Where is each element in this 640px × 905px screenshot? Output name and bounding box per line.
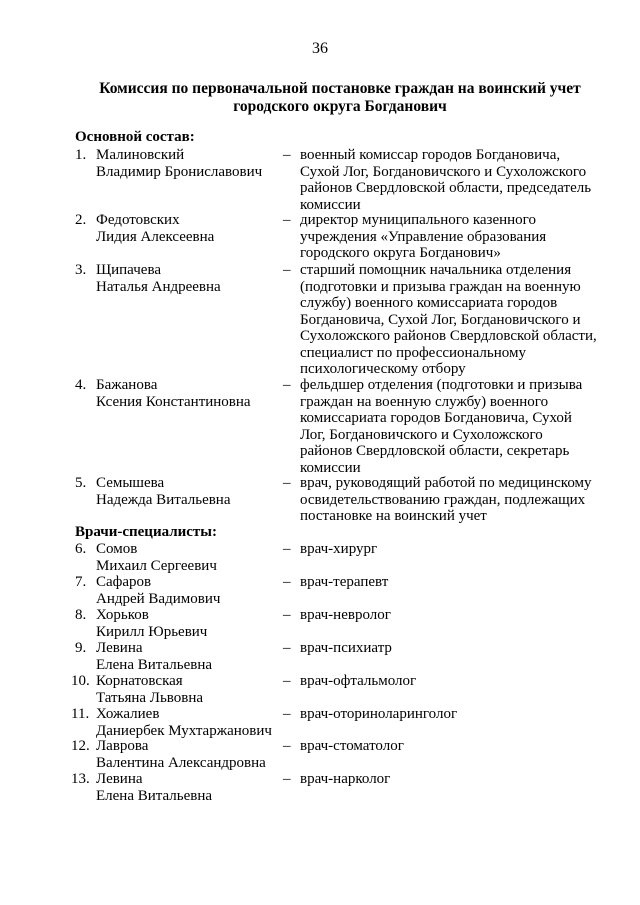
member-role	[300, 541, 610, 558]
surname: Хожалиев	[96, 706, 160, 722]
entry-number: 12.	[71, 738, 90, 754]
member-role	[300, 607, 610, 624]
member-role	[300, 640, 610, 657]
role-line: директор муниципального казенного	[300, 212, 536, 228]
role-line: Сухой Лог, Богдановичского и Сухоложского	[300, 163, 587, 180]
entry-number: 9.	[75, 640, 87, 656]
given-names: Наталья Андреевна	[96, 278, 221, 295]
role-line: старший помощник начальника отделения	[300, 262, 572, 278]
dash: –	[283, 640, 291, 656]
role-line: службу) военного комиссариата городов	[300, 295, 558, 311]
role-line: Сухоложского районов Свердловской области,	[300, 328, 597, 344]
member-name	[96, 377, 251, 410]
role-line: комиссариата городов Богдановича, Сухой	[300, 410, 572, 426]
role-line: районов Свердловской области, секретарь	[300, 443, 570, 459]
role-line: врач-невролог	[300, 607, 391, 623]
role-line: врач-терапевт	[300, 574, 389, 590]
surname: Малиновский	[96, 147, 185, 163]
member-name	[96, 607, 207, 640]
role-line: психологическому отбору	[300, 361, 466, 377]
given-names: Михаил Сергеевич	[96, 557, 217, 574]
role-line: врач-нарколог	[300, 771, 391, 787]
entry-number: 7.	[75, 574, 87, 590]
surname: Сомов	[96, 541, 138, 557]
role-line: врач-хирург	[300, 541, 378, 557]
given-names: Даниербек Мухтаржанович	[96, 722, 272, 739]
entry-number: 6.	[75, 541, 87, 557]
role-line: комиссии	[300, 196, 361, 213]
member-name	[96, 738, 266, 771]
given-names: Елена Витальевна	[96, 656, 213, 673]
dash: –	[283, 212, 291, 228]
role-line: врач-оториноларинголог	[300, 706, 458, 722]
member-role	[300, 673, 610, 690]
member-name	[96, 706, 272, 739]
dash: –	[283, 475, 291, 491]
document-title	[70, 80, 610, 116]
given-names: Владимир Брониславович	[96, 163, 263, 180]
surname: Хорьков	[96, 607, 149, 623]
section-heading-doctors: Врачи-специалисты:	[75, 524, 218, 540]
member-role	[300, 706, 610, 723]
role-line: комиссии	[300, 459, 361, 476]
entry-number: 3.	[75, 262, 87, 278]
member-role	[300, 475, 610, 525]
entry-number: 13.	[71, 771, 90, 787]
surname: Федотовских	[96, 212, 180, 228]
entry-number: 10.	[71, 673, 90, 689]
surname: Левина	[96, 640, 143, 656]
role-line: районов Свердловской области, председатель	[300, 180, 592, 196]
surname: Семышева	[96, 475, 165, 491]
surname: Корнатовская	[96, 673, 183, 689]
entry-number: 4.	[75, 377, 87, 393]
role-line: граждан на военную службу) военного	[300, 393, 549, 410]
surname: Лаврова	[96, 738, 149, 754]
given-names: Надежда Витальевна	[96, 491, 231, 508]
member-role	[300, 147, 610, 213]
member-name	[96, 475, 231, 508]
member-name	[96, 541, 217, 574]
role-line: фельдшер отделения (подготовки и призыва	[300, 377, 583, 393]
role-line: специалист по профессиональному	[300, 344, 526, 361]
given-names: Лидия Алексеевна	[96, 228, 215, 245]
role-line: освидетельствованию граждан, подлежащих	[300, 491, 586, 508]
dash: –	[283, 377, 291, 393]
member-role	[300, 574, 610, 591]
member-name	[96, 212, 214, 245]
title-line: Комиссия по первоначальной постановке граждан на воинский учет	[99, 80, 581, 97]
role-line: (подготовки и призыва граждан на военную	[300, 278, 581, 295]
dash: –	[283, 541, 291, 557]
given-names: Валентина Александровна	[96, 754, 266, 771]
given-names: Андрей Вадимович	[96, 590, 221, 607]
given-names: Ксения Константиновна	[96, 393, 251, 410]
surname: Сафаров	[96, 574, 152, 590]
section-heading-main: Основной состав:	[75, 129, 195, 145]
dash: –	[283, 738, 291, 754]
entry-number: 2.	[75, 212, 87, 228]
dash: –	[283, 147, 291, 163]
member-name	[96, 640, 212, 673]
entry-number: 5.	[75, 475, 87, 491]
role-line: Лог, Богдановичского и Сухоложского	[300, 426, 543, 443]
dash: –	[283, 607, 291, 623]
dash: –	[283, 262, 291, 278]
role-line: городского округа Богданович»	[300, 245, 501, 261]
given-names: Кирилл Юрьевич	[96, 623, 208, 640]
dash: –	[283, 706, 291, 722]
member-name	[96, 771, 212, 804]
member-role	[300, 262, 610, 378]
given-names: Татьяна Львовна	[96, 689, 204, 706]
dash: –	[283, 673, 291, 689]
role-line: постановке на воинский учет	[300, 508, 487, 524]
role-line: врач-стоматолог	[300, 738, 404, 754]
member-role	[300, 738, 610, 755]
member-name	[96, 574, 220, 607]
role-line: Богдановича, Сухой Лог, Богдановичского и	[300, 311, 581, 328]
role-line: врач-офтальмолог	[300, 673, 417, 689]
member-name	[96, 673, 203, 706]
entry-number: 8.	[75, 607, 87, 623]
member-name	[96, 262, 221, 295]
member-role	[300, 212, 610, 262]
member-role	[300, 377, 610, 476]
member-role	[300, 771, 610, 788]
role-line: врач-психиатр	[300, 640, 392, 656]
member-name	[96, 147, 262, 180]
entry-number: 11.	[71, 706, 90, 722]
role-line: учреждения «Управление образования	[300, 228, 547, 245]
given-names: Елена Витальевна	[96, 787, 213, 804]
title-line: городского округа Богданович	[233, 98, 447, 115]
entry-number: 1.	[75, 147, 87, 163]
role-line: военный комиссар городов Богдановича,	[300, 147, 561, 163]
dash: –	[283, 574, 291, 590]
dash: –	[283, 771, 291, 787]
surname: Щипачева	[96, 262, 161, 278]
page-number: 36	[312, 40, 328, 57]
surname: Левина	[96, 771, 143, 787]
surname: Бажанова	[96, 377, 158, 393]
role-line: врач, руководящий работой по медицинскому	[300, 475, 592, 491]
